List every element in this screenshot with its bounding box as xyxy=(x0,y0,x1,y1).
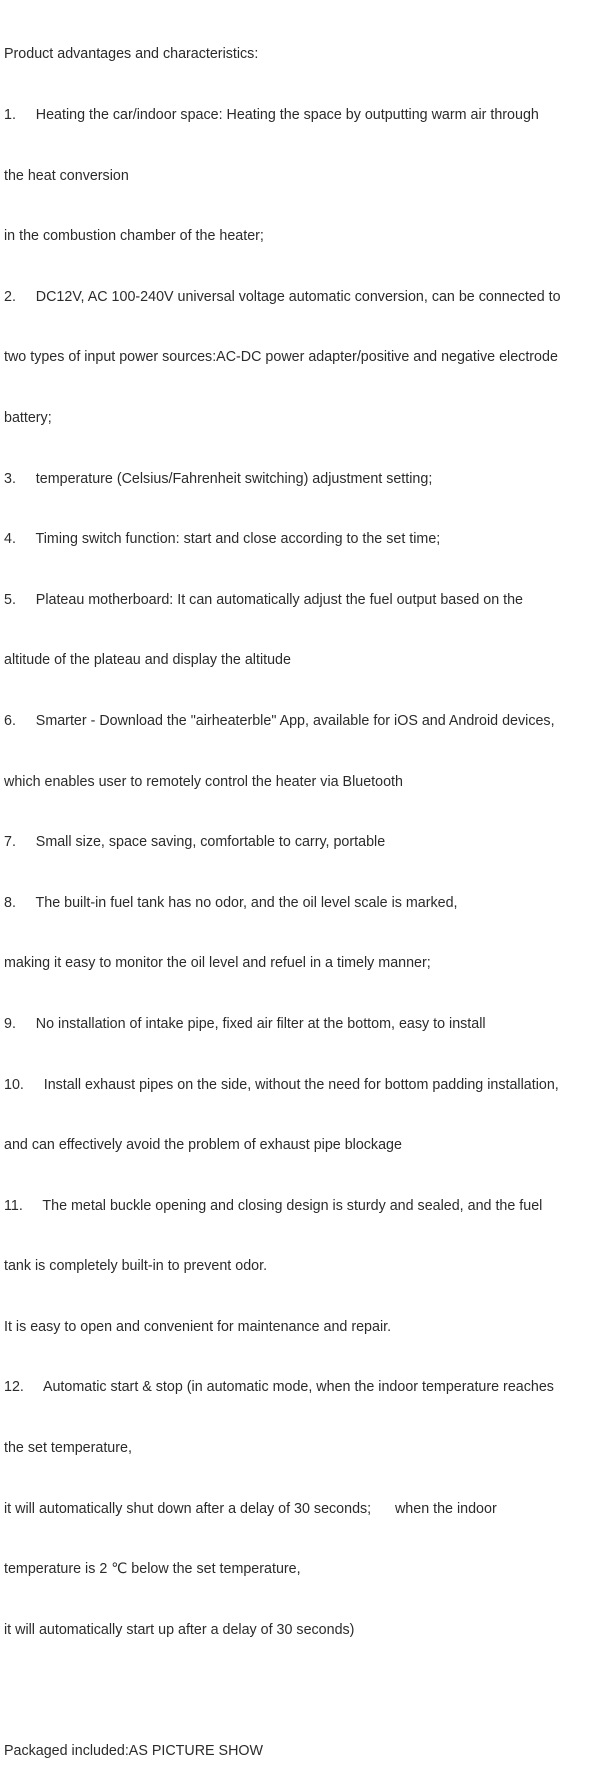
text-line: 8. The built-in fuel tank has no odor, and the oil level scale is marked, xyxy=(4,894,458,911)
text-line: 12. Automatic start & stop (in automatic mode, when the indoor temperature reaches xyxy=(4,1379,554,1396)
text-line: in the combustion chamber of the heater; xyxy=(4,228,264,245)
package-info: Packaged included:AS PICTURE SHOW xyxy=(4,1743,264,1760)
text-line: it will automatically start up after a delay of 30 seconds) xyxy=(4,1621,355,1638)
text-line: 10. Install exhaust pipes on the side, without the need for bottom padding installation, xyxy=(4,1076,559,1093)
text-line: 6. Smarter - Download the "airheaterble" App, available for iOS and Android devices, xyxy=(4,712,555,729)
text-line: 4. Timing switch function: start and close according to the set time; xyxy=(4,531,441,548)
heading: Product advantages and characteristics: xyxy=(4,46,259,63)
text-line: and can effectively avoid the problem of exhaust pipe blockage xyxy=(4,1137,402,1154)
text-line: the set temperature, xyxy=(4,1440,132,1457)
text-line: 1. Heating the car/indoor space: Heating the space by outputting warm air through xyxy=(4,107,539,123)
text-line: 9. No installation of intake pipe, fixed air filter at the bottom, easy to install xyxy=(4,1015,486,1032)
text-line: 2. DC12V, AC 100-240V universal voltage automatic conversion, can be connected to xyxy=(4,288,561,305)
text-line: which enables user to remotely control the heater via Bluetooth xyxy=(4,773,403,790)
text-line: 5. Plateau motherboard: It can automatically adjust the fuel output based on the xyxy=(4,591,523,608)
text-line: battery; xyxy=(4,409,52,426)
product-description xyxy=(4,4,602,1781)
text-line: two types of input power sources:AC-DC power adapter/positive and negative electrode xyxy=(4,349,558,366)
text-line: 7. Small size, space saving, comfortable to carry, portable xyxy=(4,834,386,851)
text-line: tank is completely built-in to prevent odor. xyxy=(4,1258,268,1275)
text-line: making it easy to monitor the oil level and refuel in a timely manner; xyxy=(4,955,431,972)
text-line: temperature is 2 ℃ below the set temperature, xyxy=(4,1561,301,1578)
text-line: altitude of the plateau and display the altitude xyxy=(4,652,291,669)
text-line: It is easy to open and convenient for maintenance and repair. xyxy=(4,1318,392,1335)
text-line: the heat conversion xyxy=(4,167,129,184)
text-line: 3. temperature (Celsius/Fahrenheit switching) adjustment setting; xyxy=(4,470,433,487)
text-line: it will automatically shut down after a delay of 30 seconds; when the indoor xyxy=(4,1500,497,1517)
blank-line xyxy=(4,1680,602,1700)
text-line: 11. The metal buckle opening and closing design is sturdy and sealed, and the fuel xyxy=(4,1197,543,1214)
